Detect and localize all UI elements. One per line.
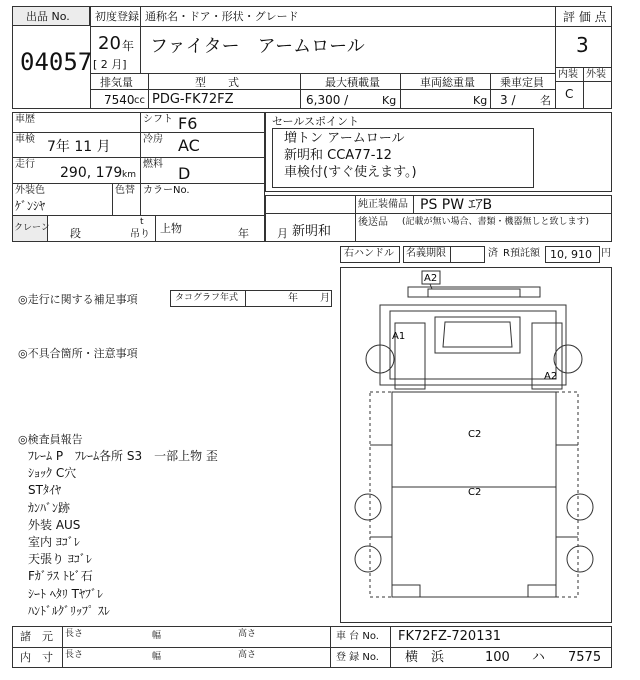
max-load-unit: Kg (382, 94, 397, 107)
genuine-equipment: PS PW ｴｱB (420, 197, 493, 213)
footer-length-1: 長さ (65, 629, 84, 639)
inspection-value: 7年 11 月 (47, 139, 111, 155)
color-code-label: カラーNo. (143, 185, 190, 196)
sales-point-line-1: 増トン アームロール (284, 131, 405, 146)
max-load: 6,300 / (306, 93, 349, 107)
name-label: 通称名・ドア・形状・グレード (145, 10, 299, 23)
reg-year-unit: 年 (122, 39, 135, 53)
footer-height-1: 高さ (238, 629, 257, 639)
fuel-label: 燃料 (143, 159, 163, 170)
diagram-mark-2: A1 (392, 331, 406, 342)
diagram-mark-4: C2 (468, 429, 482, 440)
registration-class: 100 (485, 650, 510, 665)
upper-maker: 新明和 (292, 224, 332, 239)
color-value: ｹﾞﾝｼﾔ (15, 199, 46, 213)
name-change-label: 名義期限 (406, 248, 446, 259)
reg-year: 20 (98, 33, 121, 54)
car-name: ファイター アームロール (150, 36, 365, 57)
footer-width-1: 幅 (152, 631, 162, 641)
truck-diagram (340, 267, 612, 623)
inspection-label: 車検 (15, 134, 35, 145)
footer-interior-label: 内 寸 (20, 651, 53, 664)
diagram-mark-5: C2 (468, 487, 482, 498)
chassis-label: 車 台 No. (336, 631, 379, 642)
model: PDG-FK72FZ (152, 92, 234, 107)
max-load-label: 最大積載量 (325, 76, 380, 89)
first-reg-label: 初度登録 (95, 10, 139, 23)
gross-weight-label: 車両総重量 (420, 76, 475, 89)
grade-value: 3 (576, 33, 589, 57)
inspector-line: ｼｰﾄ ﾍﾀﾘ Tﾔﾌﾞﾚ (28, 586, 103, 601)
mileage-unit: km (122, 170, 136, 180)
upper-label: 上物 (160, 222, 182, 235)
mileage-label: 走行 (15, 159, 35, 170)
inspector-line: 天張り ﾖｺﾞﾚ (28, 552, 92, 567)
footer-width-2: 幅 (152, 652, 162, 662)
footer-length-2: 長さ (65, 650, 84, 660)
inspector-line: STﾀｲﾔ (28, 483, 61, 498)
displacement-unit: cc (134, 95, 145, 106)
sales-point-label: セールスポイント (272, 115, 360, 128)
crane-tonnage: t (140, 217, 144, 227)
model-label: 型 式 (195, 76, 239, 89)
color-label: 外装色 (15, 185, 45, 196)
history-label: 車歴 (15, 114, 35, 125)
crane-hang: 吊り (130, 229, 150, 240)
inspector-line: 室内 ﾖｺﾞﾚ (28, 535, 80, 549)
defect-notes-label: ◎不具合箇所・注意事項 (18, 347, 138, 360)
interior-grade-label: 内装 (558, 69, 578, 80)
footer-height-2: 高さ (238, 650, 257, 660)
shift-label: シフト (143, 114, 173, 125)
upper-year: 年 (238, 227, 249, 240)
capacity-unit: 名 (540, 94, 551, 107)
displacement: 7540 (104, 93, 135, 107)
exterior-grade-label: 外装 (586, 69, 606, 80)
recycle-status: 済 (488, 248, 498, 259)
tacho-month: 月 (320, 293, 330, 304)
fuel-value: D (178, 164, 191, 183)
inspector-line: 外装 AUS (28, 517, 81, 532)
handle-label: 右ハンドル (344, 248, 394, 259)
crane-label: クレーン (14, 223, 50, 233)
lot-label: 出品 No. (26, 10, 70, 23)
footer-spec-label: 諸 元 (20, 630, 53, 643)
shift-value: F6 (178, 114, 198, 133)
aircon-value: AC (178, 136, 200, 155)
color-change-label: 色替 (115, 185, 135, 196)
tacho-label: タコグラフ年式 (175, 293, 239, 303)
registration-area: 横 浜 (405, 650, 445, 665)
sales-point-line-2: 新明和 CCA77-12 (284, 148, 392, 163)
recycle-label: R預託額 (503, 248, 540, 259)
inspector-line: Fｶﾞﾗｽ ﾄﾋﾞ石 (28, 569, 93, 584)
driving-notes-label: ◎走行に関する補足事項 (18, 293, 138, 306)
reg-month: [ 2 月] (93, 58, 127, 71)
genuine-label: 純正装備品 (358, 199, 408, 210)
inspector-line: ｶﾝﾊﾞﾝ跡 (28, 500, 71, 515)
inspector-line: ﾌﾚｰﾑ P ﾌﾚｰﾑ各所 S3 一部上物 歪 (28, 449, 218, 463)
aftermarket-note: (記載が無い場合、書類・機器無しと致します) (402, 217, 590, 227)
tacho-year: 年 (288, 293, 298, 304)
inspector-line: ｼｮｯｸ C穴 (28, 466, 77, 481)
yen-unit: 円 (601, 248, 611, 259)
recycle-amount: 10, 910 (550, 248, 592, 261)
displacement-label: 排気量 (100, 76, 133, 89)
diagram-mark-3: A2 (544, 371, 558, 382)
aftermarket-label: 後送品 (358, 217, 388, 228)
registration-number: 7575 (568, 650, 602, 665)
chassis-number: FK72FZ-720131 (398, 629, 502, 644)
registration-label: 登 録 No. (336, 652, 379, 663)
lot-number: 04057 (20, 48, 93, 76)
mileage-value: 290, 179 (60, 165, 123, 181)
inspector-line: ﾊﾝﾄﾞﾙｸﾞﾘｯﾌﾟ ｽﾚ (28, 603, 110, 618)
diagram-mark-1: A2 (424, 273, 438, 284)
inspector-report-label: ◎検査員報告 (18, 433, 83, 446)
registration-kana: ハ (532, 650, 546, 665)
capacity-label: 乗車定員 (500, 76, 544, 89)
crane-stage: 段 (70, 227, 81, 240)
capacity: 3 / (500, 93, 516, 107)
aircon-label: 冷房 (143, 134, 163, 145)
grade-label: 評 価 点 (563, 10, 607, 24)
interior-grade: C (565, 87, 574, 101)
upper-month: 月 (277, 227, 288, 240)
gross-weight-unit: Kg (473, 94, 488, 107)
sales-point-line-3: 車検付(すぐ使えます。) (284, 165, 417, 180)
